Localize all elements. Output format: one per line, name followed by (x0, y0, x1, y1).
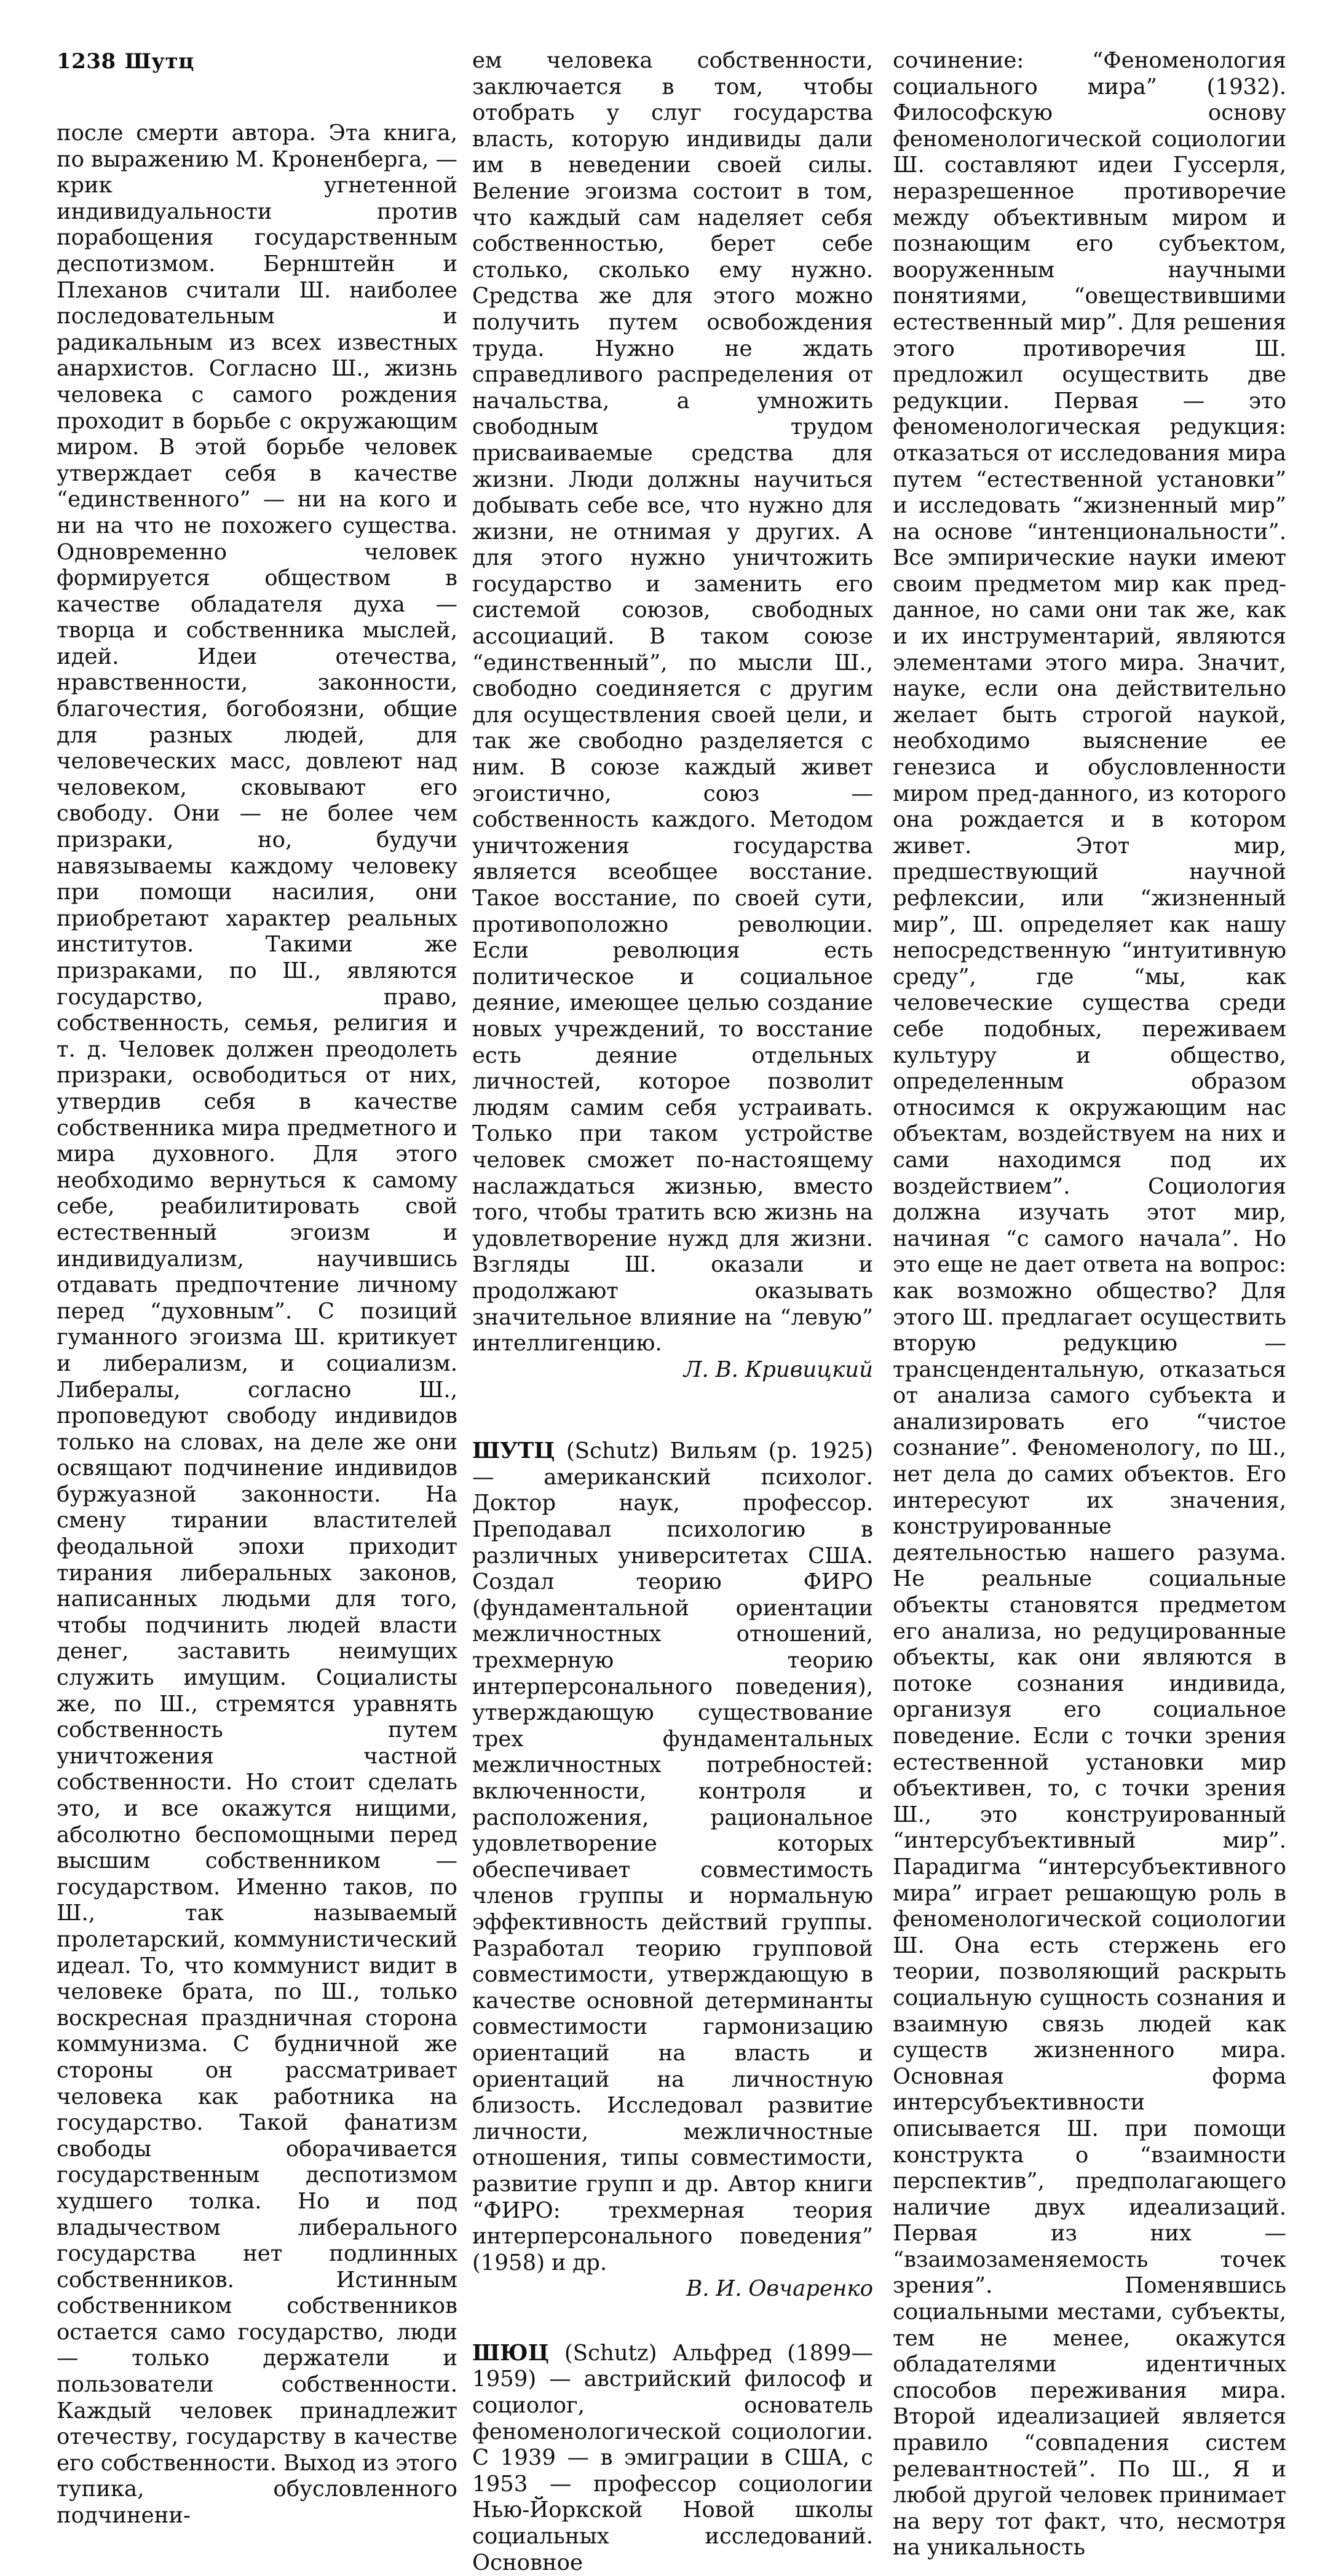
running-title: Шутц (124, 49, 194, 74)
entry-3 (472, 2341, 873, 2576)
column-2 (472, 48, 873, 2576)
entry-2 (472, 1438, 873, 2276)
column-3-text: сочинение: “Феноменология социального мира” (1932). Философскую основу феноменологической социологии Ш. составляют идеи Гуссерля, неразрешенное противоречие между объективным миром и познающим его субъектом, вооруженным научными понятиями, “овеществившими естественный мир”. Для решения этого противоречия Ш. предложил осуществить две редукции. Первая — это феноменологическая редукция: отказаться от исследования мира путем “естественной установки” и исследовать “жизненный мир” на основе “интенциональности”. Все эмпирические науки имеют своим предметом мир как пред-данное, но сами они так же, как и их инструментарий, являются элементами этого мира. Значит, науке, если она действительно желает быть строгой наукой, необходимо выяснение ее генезиса и обусловленности миром пред-данного, из которого она рождается и в котором живет. Этот мир, предшествующий научной рефлексии, или “жизненный мир”, Ш. определяет как нашу непосредственную “интуитивную среду”, где “мы, как человеческие существа среди себе подобных, переживаем культуру и общество, определенным образом относимся к окружающим нас объектам, воздействуем на них и сами находимся под их воздействием”. Социология должна изучать этот мир, начиная “с самого начала”. Но это еще не дает ответа на вопрос: как возможно общество? Для этого Ш. предлагает осуществить вторую редукцию — трансцендентальную, отказаться от анализа самого субъекта и анализировать его “чистое сознание”. Феноменологу, по Ш., нет дела до самих объектов. Его интересуют их значения, конструированные деятельностью нашего разума. Не реальные социальные объекты становятся предметом его анализа, но редуцированные объекты, как они являются в потоке сознания индивида, организуя его социальное поведение. Если с точки зрения естественной установки мир объективен, то, с точки зрения Ш., это конструированный “интерсубъективный мир”. Парадигма “интерсубъективного мира” играет решающую роль в феноменологической социологии Ш. Она есть стержень его теории, позволяющий раскрыть социальную сущность сознания и взаимную связь людей как существ жизненного мира. Основная форма интерсубъективности описывается Ш. при помощи конструкта о “взаимности перспектив”, предполагающего наличие двух идеализаций. Первая из них — “взаимозаменяемость точек зрения”. Поменявшись социальными местами, субъекты, тем не менее, окажутся обладателями идентичных способов переживания мира. Второй идеализацией является правило “совпадения систем релевантностей”. По Ш., Я и любой другой человек принимает на веру тот факт, что, несмотря на уникальность (893, 48, 1286, 2561)
entry-1-continuation: ем человека собственности, заключается в том, чтобы отобрать у слуг государства власть, которую индивиды дали им в неведении своей силы. Веление эгоизма состоит в том, что каждый сам наделяет себя собственностью, берет себе столько, сколько ему нужно. Средства же для этого можно получить путем освобождения труда. Нужно не ждать справедливого распределения от начальства, а умножить свободным трудом присваиваемые средства для жизни. Люди должны научиться добывать себе все, что нужно для жизни, не отнимая у других. А для этого нужно уничтожить государство и заменить его системой союзов, свободных ассоциаций. В таком союзе “единственный”, по мысли Ш., свободно соединяется с другим для осуществления своей цели, и так же свободно разделяется с ним. В союзе каждый живет эгоистично, союз — собственность каждого. Методом уничтожения государства является всеобщее восстание. Такое восстание, по своей сути, противоположно революции. Если революция есть политическое и социальное деяние, имеющее целью создание новых учреждений, то восстание есть деяние отдельных личностей, которое позволит людям самим себя устраивать. Только при таком устройстве человек сможет по-настоящему наслаждаться жизнью, вместо того, чтобы тратить всю жизнь на удовлетворение нужд для жизни. Взгляды Ш. оказали и продолжают оказывать значительное влияние на “левую” интеллигенцию. (472, 48, 873, 1357)
entry-3-original-name: (Schutz) (564, 2340, 657, 2366)
column-1-text: после смерти автора. Эта книга, по выражению М. Кроненберга, — крик угнетенной индивидуальности против порабощения государственным деспотизмом. Бернштейн и Плеханов считали Ш. наиболее последовательным и радикальным из всех известных анархистов. Согласно Ш., жизнь человека с самого рождения проходит в борьбе с окружающим миром. В этой борьбе человек утверждает себя в качестве “единственного” — ни на кого и ни на что не похожего существа. Одновременно человек формируется обществом в качестве обладателя духа — творца и собственника мыслей, идей. Идеи отечества, нравственности, законности, благочестия, богобоязни, общие для разных людей, для человеческих масс, довлеют над человеком, сковывают его свободу. Они — не более чем призраки, но, будучи навязываемы каждому человеку при помощи насилия, они приобретают характер реальных институтов. Такими же призраками, по Ш., являются государство, право, собственность, семья, религия и т. д. Человек должен преодолеть призраки, освободиться от них, утвердив себя в качестве собственника мира предметного и мира духовного. Для этого необходимо вернуться к самому себе, реабилитировать свой естественный эгоизм и индивидуализм, научившись отдавать предпочтение личному перед “духовным”. С позиций гуманного эгоизма Ш. критикует и либерализм, и социализм. Либералы, согласно Ш., проповедуют свободу индивидов только на словах, на деле же они освящают подчинение индивидов буржуазной законности. На смену тирании властителей феодальной эпохи приходит тирания либеральных законов, написанных людьми для того, чтобы подчинить людей власти денег, заставить неимущих служить имущим. Социалисты же, по Ш., стремятся уравнять собственность путем уничтожения частной собственности. Но стоит сделать это, и все окажутся нищими, абсолютно беспомощными перед высшим собственником — государством. Именно таков, по Ш., так называемый пролетарский, коммунистический идеал. То, что коммунист видит в человеке брата, по Ш., только воскресная праздничная сторона коммунизма. С будничной же стороны он рассматривает человека как работника на государство. Такой фанатизм свободы оборачивается государственным деспотизмом худшего толка. Но и под владычеством либерального государства нет подлинных собственников. Истинным собственником собственников остается само государство, люди — только держатели и пользователи собственности. Каждый человек принадлежит отечеству, государству в качестве его собственности. Выход из этого тупика, обусловленного подчинени- (57, 120, 457, 2529)
page-header (57, 49, 194, 74)
entry-2-text: Вильям (р. 1925) — американский психолог. Доктор наук, профессор. Преподавал психологию в различных университетах США. Создал теорию ФИРО (фундаментальной ориентации межличностных отношений, трехмерную теорию интерперсонального поведения), утверждающую существование трех фундаментальных межличностных потребностей: включенности, контроля и расположения, рациональное удовлетворение которых обеспечивает совместимость членов группы и нормальную эффективность действий группы. Разработал теорию групповой совместимости, утверждающую в качестве основной детерминанты совместимости гармонизацию ориентаций на власть и ориентаций на личностную близость. Исследовал развитие личности, межличностные отношения, типы совместимости, развитие групп и др. Автор книги “ФИРО: трехмерная теория интерперсонального поведения” (1958) и др. (472, 1438, 873, 2275)
entry-3-text: Альфред (1899—1959) — австрийский философ и социолог, основатель феноменологической социологии. С 1939 — в эмиграции в США, с 1953 — профессор социологии Нью-Йоркской Новой школы социальных исследований. Основное (472, 2340, 873, 2575)
entry-separator (472, 1383, 873, 1438)
entry-2-signature: В. И. Овчаренко (686, 2276, 873, 2302)
column-1 (57, 120, 457, 2529)
entry-separator (472, 2302, 873, 2341)
entry-2-original-name: (Schutz) (566, 1438, 659, 1464)
page-number: 1238 (57, 49, 116, 74)
entry-3-headword: ШЮЦ (472, 2340, 550, 2366)
column-3 (893, 48, 1286, 2561)
entry-2-headword: ШУТЦ (472, 1438, 555, 1464)
entry-1-signature: Л. В. Кривицкий (683, 1357, 873, 1382)
